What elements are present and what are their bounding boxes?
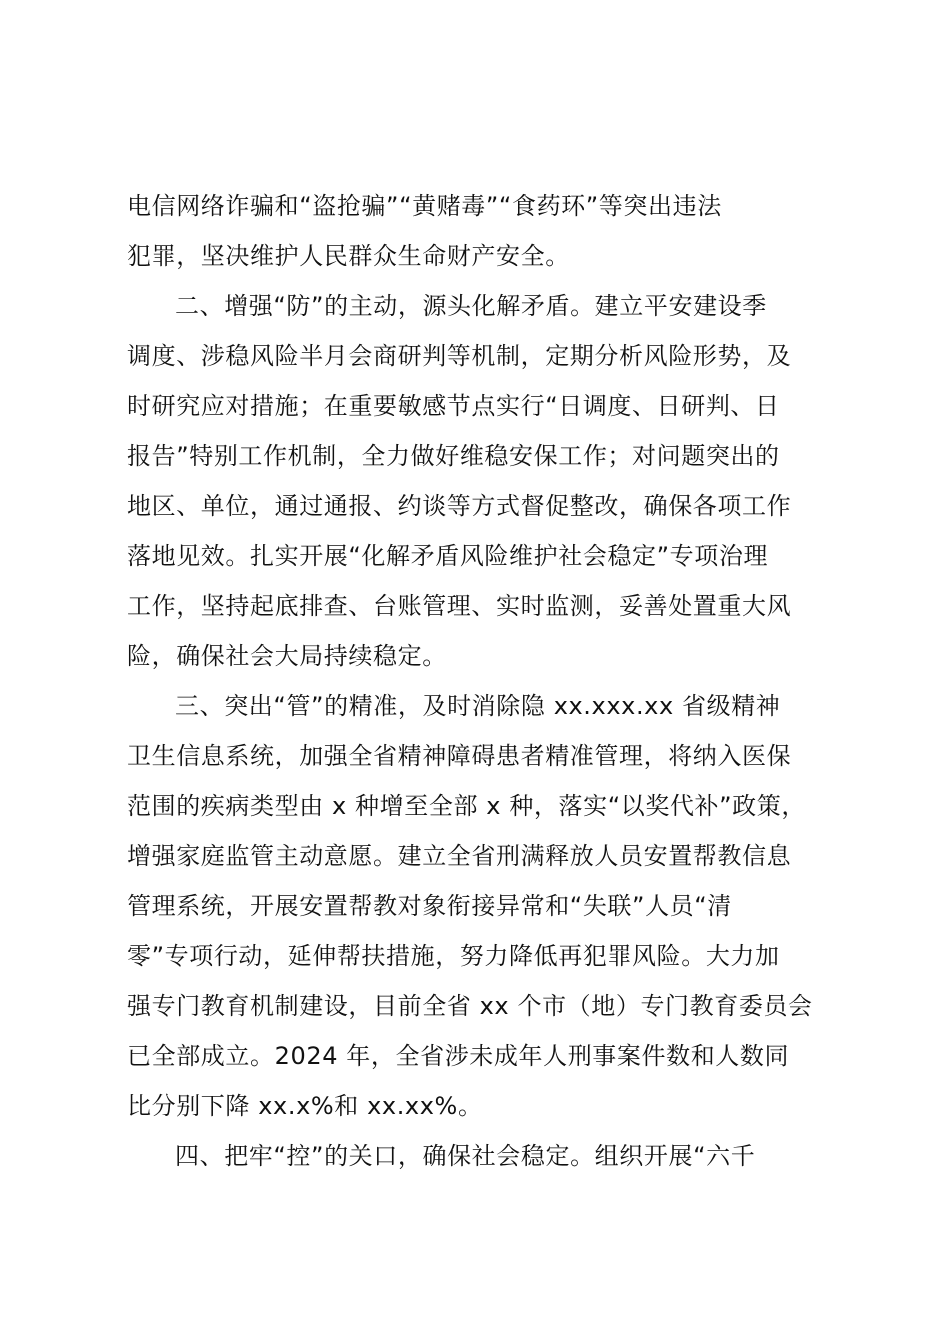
paragraph-2: [127, 281, 837, 681]
text-line: 电信网络诈骗和“盗抢骗”“黄赌毒”“食药环”等突出违法: [127, 192, 722, 220]
paragraph-3: [127, 681, 837, 1131]
text-line: 比分别下降 xx.x%和 xx.xx%。: [127, 1092, 483, 1120]
text-line: 四、把牢“控”的关口，确保社会稳定。组织开展“六千: [175, 1142, 756, 1170]
text-line: 卫生信息系统，加强全省精神障碍患者精准管理，将纳入医保: [127, 742, 792, 770]
text-line: 工作，坚持起底排查、台账管理、实时监测，妥善处置重大风: [127, 592, 792, 620]
text-line: 报告”特别工作机制，全力做好维稳安保工作；对问题突出的: [127, 442, 780, 470]
text-line: 强专门教育机制建设，目前全省 xx 个市（地）专门教育委员会: [127, 992, 813, 1020]
text-line: 二、增强“防”的主动，源头化解矛盾。建立平安建设季: [175, 292, 767, 320]
text-line: 零”专项行动，延伸帮扶措施，努力降低再犯罪风险。大力加: [127, 942, 780, 970]
text-line: 已全部成立。2024 年，全省涉未成年人刑事案件数和人数同: [127, 1042, 790, 1070]
text-line: 地区、单位，通过通报、约谈等方式督促整改，确保各项工作: [127, 492, 792, 520]
document-body: [127, 181, 837, 1181]
text-line: 范围的疾病类型由 x 种增至全部 x 种，落实“以奖代补”政策，: [127, 792, 806, 820]
text-line: 落地见效。扎实开展“化解矛盾风险维护社会稳定”专项治理: [127, 542, 769, 570]
text-line: 管理系统，开展安置帮教对象衔接异常和“失联”人员“清: [127, 892, 732, 920]
text-line: 调度、涉稳风险半月会商研判等机制，定期分析风险形势，及: [127, 342, 792, 370]
text-line: 时研究应对措施；在重要敏感节点实行“日调度、日研判、日: [127, 392, 780, 420]
text-line: 增强家庭监管主动意愿。建立全省刑满释放人员安置帮教信息: [127, 842, 792, 870]
text-line: 犯罪，坚决维护人民群众生命财产安全。: [127, 242, 570, 270]
text-line: 险，确保社会大局持续稳定。: [127, 642, 447, 670]
paragraph-1: [127, 181, 837, 281]
text-line: 三、突出“管”的精准，及时消除隐 xx.xxx.xx 省级精神: [175, 692, 781, 720]
paragraph-4: [127, 1131, 837, 1181]
